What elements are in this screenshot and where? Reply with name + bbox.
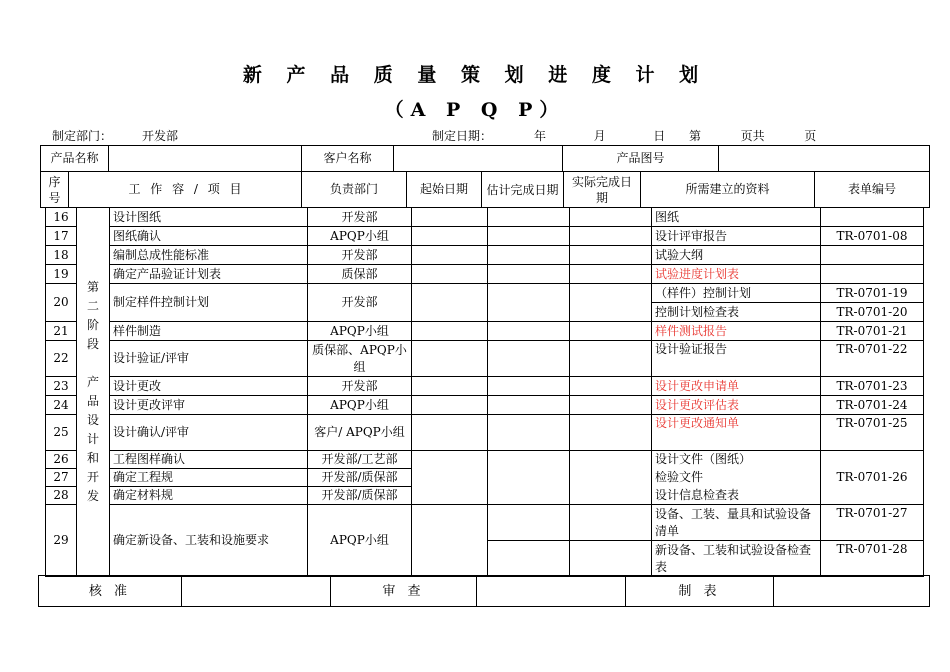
row-item: 图纸确认 — [110, 227, 308, 246]
table-row — [46, 341, 924, 377]
approve-label: 核 准 — [39, 576, 182, 607]
page-info: 第 页共 页 — [689, 129, 817, 143]
row-actual — [570, 265, 652, 284]
phase-char: 设 — [86, 413, 99, 427]
row-form: TR-0701-22 — [821, 341, 924, 377]
row-est — [488, 265, 570, 284]
row-no: 24 — [46, 396, 77, 415]
row-est — [488, 208, 570, 227]
row-form: TR-0701-27 — [821, 505, 924, 541]
start-date-header: 起始日期 — [407, 172, 482, 208]
row-est — [488, 451, 570, 505]
row-est — [488, 227, 570, 246]
signoff-table — [38, 575, 930, 607]
row-start — [412, 451, 488, 505]
table-row — [46, 377, 924, 396]
row-owner: 客户/ APQP小组 — [308, 415, 412, 451]
row-actual — [570, 322, 652, 341]
row-owner: 质保部、APQP小组 — [308, 341, 412, 377]
row-est — [488, 322, 570, 341]
phase-char: 段 — [86, 337, 99, 351]
row-start — [412, 341, 488, 377]
prepare-signature[interactable] — [774, 576, 930, 607]
row-start — [412, 265, 488, 284]
row-item: 确定产品验证计划表 — [110, 265, 308, 284]
header-table — [40, 145, 930, 172]
row-owner: 质保部 — [308, 265, 412, 284]
row-no: 22 — [46, 341, 77, 377]
row-actual — [570, 377, 652, 396]
row-actual — [570, 227, 652, 246]
phase-char: 品 — [86, 394, 99, 408]
dept-value: 开发部 — [142, 129, 179, 143]
row-doc: 设计更改通知单 — [652, 415, 821, 451]
row-item: 设计更改评审 — [110, 396, 308, 415]
review-signature[interactable] — [477, 576, 626, 607]
drawing-no-label: 产品图号 — [563, 146, 719, 172]
row-owner: APQP小组 — [308, 396, 412, 415]
work-item-header: 工 作 容 / 项 目 — [69, 172, 302, 208]
phase-char: 产 — [86, 375, 99, 389]
row-no: 17 — [46, 227, 77, 246]
row-doc: 设计文件（图纸） — [652, 451, 821, 469]
prepare-label: 制 表 — [626, 576, 774, 607]
dept-label: 制定部门： — [52, 129, 113, 143]
row-est — [488, 541, 570, 577]
row-start — [412, 284, 488, 322]
row-doc: 控制计划检查表 — [652, 303, 821, 322]
row-doc: 试验大纲 — [652, 246, 821, 265]
est-finish-header: 估计完成日期 — [482, 172, 564, 208]
row-form — [821, 246, 924, 265]
table-row — [46, 227, 924, 246]
row-doc: 设计更改评估表 — [652, 396, 821, 415]
row-item: 制定样件控制计划 — [110, 284, 308, 322]
form-no-header: 表单编号 — [815, 172, 930, 208]
row-form: TR-0701-28 — [821, 541, 924, 577]
row-est — [488, 377, 570, 396]
row-owner: APQP小组 — [308, 322, 412, 341]
actual-finish-header: 实际完成日 期 — [564, 172, 641, 208]
row-form: TR-0701-26 — [821, 451, 924, 505]
row-form: TR-0701-08 — [821, 227, 924, 246]
row-est — [488, 284, 570, 322]
row-start — [412, 208, 488, 227]
drawing-no-value — [719, 146, 930, 172]
row-start — [412, 246, 488, 265]
date-units: 年 月 日 — [534, 129, 666, 143]
row-doc: 检验文件 — [652, 469, 821, 487]
row-start — [412, 505, 488, 577]
phase-char: 二 — [86, 299, 99, 313]
row-owner: APQP小组 — [308, 505, 412, 577]
page-subtitle: （A P Q P） — [384, 99, 566, 121]
row-no: 18 — [46, 246, 77, 265]
product-name-value — [109, 146, 302, 172]
row-doc: 试验进度计划表 — [652, 265, 821, 284]
row-owner: APQP小组 — [308, 227, 412, 246]
row-no: 26 — [46, 451, 77, 469]
table-row — [46, 415, 924, 451]
table-row — [46, 505, 924, 541]
review-label: 审 查 — [331, 576, 477, 607]
row-item: 确定材料规 — [110, 487, 308, 505]
row-start — [412, 227, 488, 246]
row-owner: 开发部 — [308, 208, 412, 227]
row-item: 设计验证/评审 — [110, 341, 308, 377]
row-item: 工程图样确认 — [110, 451, 308, 469]
row-start — [412, 396, 488, 415]
row-form: TR-0701-20 — [821, 303, 924, 322]
seq-header-top: 序 — [48, 174, 61, 189]
row-start — [412, 377, 488, 396]
required-docs-header: 所需建立的资料 — [641, 172, 815, 208]
row-item: 确定新设备、工装和设施要求 — [110, 505, 308, 577]
row-no: 19 — [46, 265, 77, 284]
row-doc: 设计评审报告 — [652, 227, 821, 246]
date-label: 制定日期： — [432, 129, 493, 143]
seq-header — [41, 172, 69, 208]
row-form — [821, 208, 924, 227]
page-title: 新 产 品 质 量 策 划 进 度 计 划 — [242, 64, 708, 86]
phase-char: 阶 — [86, 318, 99, 332]
row-no: 28 — [46, 487, 77, 505]
row-est — [488, 415, 570, 451]
row-item: 设计更改 — [110, 377, 308, 396]
row-actual — [570, 246, 652, 265]
phase-char: 第 — [86, 280, 99, 294]
row-form: TR-0701-19 — [821, 284, 924, 303]
row-no: 16 — [46, 208, 77, 227]
row-doc: 设计信息检查表 — [652, 487, 821, 505]
owner-header: 负责部门 — [302, 172, 407, 208]
row-est — [488, 396, 570, 415]
row-doc: 新设备、工装和试验设备检查表 — [652, 541, 821, 577]
row-start — [412, 415, 488, 451]
table-row — [46, 265, 924, 284]
row-item: 确定工程规 — [110, 469, 308, 487]
row-actual — [570, 284, 652, 322]
row-item: 设计确认/评审 — [110, 415, 308, 451]
table-row — [46, 396, 924, 415]
table-row — [46, 208, 924, 227]
row-no: 23 — [46, 377, 77, 396]
row-owner: 开发部 — [308, 246, 412, 265]
schedule-table — [45, 207, 924, 577]
customer-name-label: 客户名称 — [302, 146, 394, 172]
table-row — [46, 451, 924, 469]
row-est — [488, 246, 570, 265]
row-est — [488, 341, 570, 377]
row-form: TR-0701-23 — [821, 377, 924, 396]
column-header-table — [40, 171, 930, 208]
row-item: 样件制造 — [110, 322, 308, 341]
row-doc: （样件）控制计划 — [652, 284, 821, 303]
row-actual — [570, 208, 652, 227]
row-form: TR-0701-24 — [821, 396, 924, 415]
row-no: 29 — [46, 505, 77, 577]
row-start — [412, 322, 488, 341]
row-est — [488, 505, 570, 541]
row-doc: 设备、工装、量具和试验设备清单 — [652, 505, 821, 541]
row-owner: 开发部/工艺部 — [308, 451, 412, 469]
table-row — [46, 246, 924, 265]
row-no: 25 — [46, 415, 77, 451]
row-doc: 设计验证报告 — [652, 341, 821, 377]
row-actual — [570, 451, 652, 505]
approve-signature[interactable] — [182, 576, 331, 607]
row-no: 20 — [46, 284, 77, 322]
row-item: 编制总成性能标准 — [110, 246, 308, 265]
phase-label — [77, 208, 110, 577]
row-form: TR-0701-25 — [821, 415, 924, 451]
row-actual — [570, 341, 652, 377]
product-name-label: 产品名称 — [41, 146, 109, 172]
customer-name-value — [394, 146, 563, 172]
row-item: 设计图纸 — [110, 208, 308, 227]
row-owner: 开发部 — [308, 284, 412, 322]
phase-char: 发 — [86, 489, 99, 503]
phase-gap — [77, 354, 109, 373]
phase-char: 计 — [86, 432, 99, 446]
row-actual — [570, 505, 652, 541]
row-actual — [570, 415, 652, 451]
row-owner: 开发部/质保部 — [308, 469, 412, 487]
row-owner: 开发部 — [308, 377, 412, 396]
row-no: 21 — [46, 322, 77, 341]
phase-char: 和 — [86, 451, 99, 465]
table-row — [46, 322, 924, 341]
phase-char: 开 — [86, 470, 99, 484]
row-actual — [570, 396, 652, 415]
row-no: 27 — [46, 469, 77, 487]
row-form: TR-0701-21 — [821, 322, 924, 341]
row-actual — [570, 541, 652, 577]
row-doc: 样件测试报告 — [652, 322, 821, 341]
row-owner: 开发部/质保部 — [308, 487, 412, 505]
row-doc: 图纸 — [652, 208, 821, 227]
row-form — [821, 265, 924, 284]
row-doc: 设计更改申请单 — [652, 377, 821, 396]
seq-header-bottom: 号 — [48, 190, 61, 205]
table-row — [46, 284, 924, 303]
